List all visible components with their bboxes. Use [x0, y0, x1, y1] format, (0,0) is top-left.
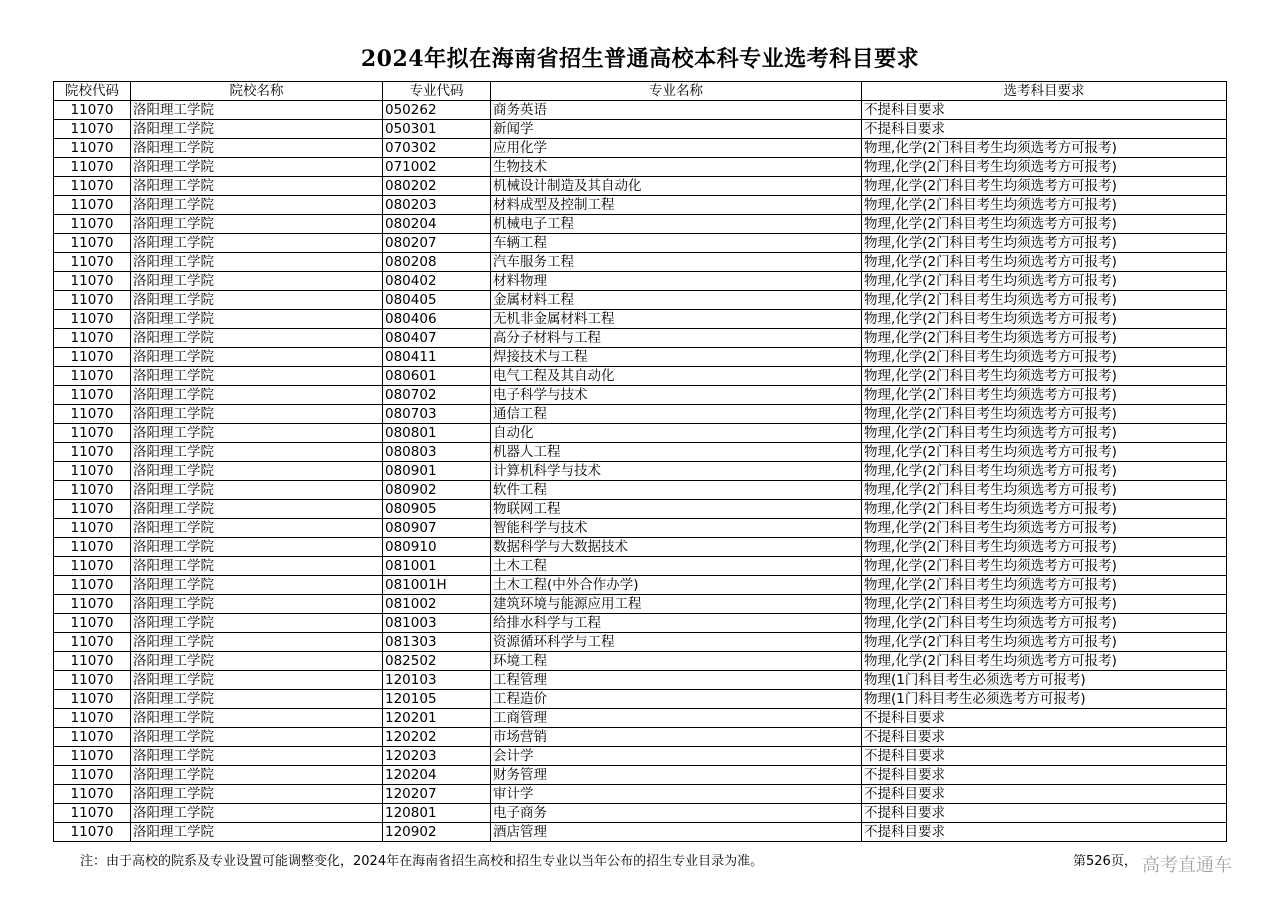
school-code-cell: 11070 — [54, 253, 131, 272]
school-name-cell: 洛阳理工学院 — [131, 158, 383, 177]
subject-requirement-cell: 物理,化学(2门科目考生均须选考方可报考) — [862, 424, 1227, 443]
table-row — [54, 196, 1227, 215]
major-name-cell: 生物技术 — [491, 158, 862, 177]
school-code-cell: 11070 — [54, 329, 131, 348]
major-name-cell: 汽车服务工程 — [491, 253, 862, 272]
school-code-cell: 11070 — [54, 120, 131, 139]
table-row — [54, 652, 1227, 671]
major-name-cell: 高分子材料与工程 — [491, 329, 862, 348]
school-name-cell: 洛阳理工学院 — [131, 614, 383, 633]
school-code-cell: 11070 — [54, 652, 131, 671]
school-name-cell: 洛阳理工学院 — [131, 576, 383, 595]
major-code-cell: 080905 — [383, 500, 491, 519]
major-name-cell: 新闻学 — [491, 120, 862, 139]
table-row — [54, 576, 1227, 595]
subject-requirement-cell: 物理,化学(2门科目考生均须选考方可报考) — [862, 291, 1227, 310]
header-major-name: 专业名称 — [491, 82, 862, 101]
school-name-cell: 洛阳理工学院 — [131, 481, 383, 500]
major-name-cell: 机械电子工程 — [491, 215, 862, 234]
school-name-cell: 洛阳理工学院 — [131, 519, 383, 538]
major-name-cell: 车辆工程 — [491, 234, 862, 253]
school-name-cell: 洛阳理工学院 — [131, 272, 383, 291]
subject-requirement-cell: 物理,化学(2门科目考生均须选考方可报考) — [862, 367, 1227, 386]
school-name-cell: 洛阳理工学院 — [131, 291, 383, 310]
major-code-cell: 080801 — [383, 424, 491, 443]
school-name-cell: 洛阳理工学院 — [131, 538, 383, 557]
school-name-cell: 洛阳理工学院 — [131, 671, 383, 690]
subject-requirement-cell: 物理,化学(2门科目考生均须选考方可报考) — [862, 253, 1227, 272]
school-code-cell: 11070 — [54, 139, 131, 158]
table-row — [54, 310, 1227, 329]
subject-requirement-cell: 物理,化学(2门科目考生均须选考方可报考) — [862, 386, 1227, 405]
major-name-cell: 工程管理 — [491, 671, 862, 690]
table-row — [54, 519, 1227, 538]
subject-requirement-cell: 物理,化学(2门科目考生均须选考方可报考) — [862, 177, 1227, 196]
subject-requirement-cell: 不提科目要求 — [862, 823, 1227, 842]
subject-requirement-cell: 物理,化学(2门科目考生均须选考方可报考) — [862, 652, 1227, 671]
subject-requirement-cell: 物理,化学(2门科目考生均须选考方可报考) — [862, 405, 1227, 424]
table-row — [54, 804, 1227, 823]
table-row — [54, 120, 1227, 139]
school-name-cell: 洛阳理工学院 — [131, 386, 383, 405]
school-name-cell: 洛阳理工学院 — [131, 652, 383, 671]
table-row — [54, 291, 1227, 310]
subject-requirement-cell: 不提科目要求 — [862, 747, 1227, 766]
table-row — [54, 348, 1227, 367]
major-code-cell: 120207 — [383, 785, 491, 804]
table-row — [54, 633, 1227, 652]
major-name-cell: 应用化学 — [491, 139, 862, 158]
school-code-cell: 11070 — [54, 804, 131, 823]
table-row — [54, 690, 1227, 709]
major-name-cell: 通信工程 — [491, 405, 862, 424]
major-code-cell: 120202 — [383, 728, 491, 747]
subject-requirement-cell: 物理,化学(2门科目考生均须选考方可报考) — [862, 557, 1227, 576]
table-row — [54, 766, 1227, 785]
table-row — [54, 823, 1227, 842]
subject-requirement-cell: 物理(1门科目考生必须选考方可报考) — [862, 671, 1227, 690]
table-row — [54, 424, 1227, 443]
major-name-cell: 机器人工程 — [491, 443, 862, 462]
page-number: 第526页， — [1073, 854, 1137, 869]
table-row — [54, 234, 1227, 253]
school-code-cell: 11070 — [54, 481, 131, 500]
table-row — [54, 500, 1227, 519]
table-row — [54, 557, 1227, 576]
school-code-cell: 11070 — [54, 291, 131, 310]
school-code-cell: 11070 — [54, 386, 131, 405]
school-code-cell: 11070 — [54, 234, 131, 253]
table-row — [54, 747, 1227, 766]
major-code-cell: 080702 — [383, 386, 491, 405]
major-code-cell: 080910 — [383, 538, 491, 557]
school-code-cell: 11070 — [54, 766, 131, 785]
footnote: 注：由于高校的院系及专业设置可能调整变化，2024年在海南省招生高校和招生专业以当年公布的招生专业目录为准。 — [80, 854, 764, 869]
school-name-cell: 洛阳理工学院 — [131, 367, 383, 386]
subject-requirement-cell: 物理,化学(2门科目考生均须选考方可报考) — [862, 329, 1227, 348]
school-name-cell: 洛阳理工学院 — [131, 690, 383, 709]
school-code-cell: 11070 — [54, 310, 131, 329]
major-code-cell: 080407 — [383, 329, 491, 348]
major-name-cell: 电气工程及其自动化 — [491, 367, 862, 386]
school-name-cell: 洛阳理工学院 — [131, 253, 383, 272]
major-code-cell: 080204 — [383, 215, 491, 234]
school-name-cell: 洛阳理工学院 — [131, 747, 383, 766]
school-name-cell: 洛阳理工学院 — [131, 766, 383, 785]
subject-requirement-cell: 不提科目要求 — [862, 728, 1227, 747]
major-name-cell: 计算机科学与技术 — [491, 462, 862, 481]
major-code-cell: 080202 — [383, 177, 491, 196]
school-name-cell: 洛阳理工学院 — [131, 785, 383, 804]
subject-requirement-cell: 不提科目要求 — [862, 785, 1227, 804]
table-row — [54, 481, 1227, 500]
table-row — [54, 367, 1227, 386]
major-code-cell: 080406 — [383, 310, 491, 329]
table-row — [54, 785, 1227, 804]
major-name-cell: 工商管理 — [491, 709, 862, 728]
school-name-cell: 洛阳理工学院 — [131, 823, 383, 842]
school-name-cell: 洛阳理工学院 — [131, 234, 383, 253]
subject-requirement-cell: 不提科目要求 — [862, 101, 1227, 120]
school-code-cell: 11070 — [54, 576, 131, 595]
major-code-cell: 080907 — [383, 519, 491, 538]
subject-requirement-cell: 物理,化学(2门科目考生均须选考方可报考) — [862, 348, 1227, 367]
school-code-cell: 11070 — [54, 215, 131, 234]
subject-requirement-cell: 物理,化学(2门科目考生均须选考方可报考) — [862, 538, 1227, 557]
major-code-cell: 080207 — [383, 234, 491, 253]
table-row — [54, 405, 1227, 424]
table-row — [54, 443, 1227, 462]
school-name-cell: 洛阳理工学院 — [131, 443, 383, 462]
subject-requirement-cell: 不提科目要求 — [862, 120, 1227, 139]
school-code-cell: 11070 — [54, 196, 131, 215]
major-name-cell: 自动化 — [491, 424, 862, 443]
major-name-cell: 机械设计制造及其自动化 — [491, 177, 862, 196]
school-name-cell: 洛阳理工学院 — [131, 120, 383, 139]
major-code-cell: 080902 — [383, 481, 491, 500]
subject-requirement-cell: 物理,化学(2门科目考生均须选考方可报考) — [862, 576, 1227, 595]
major-name-cell: 土木工程 — [491, 557, 862, 576]
table-row — [54, 253, 1227, 272]
school-name-cell: 洛阳理工学院 — [131, 348, 383, 367]
major-code-cell: 081303 — [383, 633, 491, 652]
school-code-cell: 11070 — [54, 671, 131, 690]
subject-requirement-cell: 物理,化学(2门科目考生均须选考方可报考) — [862, 519, 1227, 538]
school-code-cell: 11070 — [54, 272, 131, 291]
subject-requirement-cell: 物理(1门科目考生必须选考方可报考) — [862, 690, 1227, 709]
major-code-cell: 081001H — [383, 576, 491, 595]
school-code-cell: 11070 — [54, 348, 131, 367]
major-name-cell: 财务管理 — [491, 766, 862, 785]
major-code-cell: 120204 — [383, 766, 491, 785]
subject-requirement-cell: 不提科目要求 — [862, 804, 1227, 823]
school-code-cell: 11070 — [54, 823, 131, 842]
table-row — [54, 709, 1227, 728]
major-name-cell: 工程造价 — [491, 690, 862, 709]
table-row — [54, 139, 1227, 158]
school-name-cell: 洛阳理工学院 — [131, 196, 383, 215]
major-name-cell: 商务英语 — [491, 101, 862, 120]
major-code-cell: 080411 — [383, 348, 491, 367]
table-row — [54, 215, 1227, 234]
major-name-cell: 智能科学与技术 — [491, 519, 862, 538]
school-name-cell: 洛阳理工学院 — [131, 595, 383, 614]
major-name-cell: 软件工程 — [491, 481, 862, 500]
major-code-cell: 080405 — [383, 291, 491, 310]
school-code-cell: 11070 — [54, 557, 131, 576]
subject-requirement-cell: 物理,化学(2门科目考生均须选考方可报考) — [862, 234, 1227, 253]
major-code-cell: 070302 — [383, 139, 491, 158]
table-row — [54, 158, 1227, 177]
major-code-cell: 080803 — [383, 443, 491, 462]
table-row — [54, 101, 1227, 120]
table-body — [54, 101, 1227, 842]
school-name-cell: 洛阳理工学院 — [131, 139, 383, 158]
major-code-cell: 050262 — [383, 101, 491, 120]
major-name-cell: 电子商务 — [491, 804, 862, 823]
header-major-code: 专业代码 — [383, 82, 491, 101]
major-code-cell: 080601 — [383, 367, 491, 386]
major-name-cell: 数据科学与大数据技术 — [491, 538, 862, 557]
subject-requirement-cell: 不提科目要求 — [862, 766, 1227, 785]
school-name-cell: 洛阳理工学院 — [131, 215, 383, 234]
subject-requirement-cell: 物理,化学(2门科目考生均须选考方可报考) — [862, 633, 1227, 652]
table-header-row — [54, 82, 1227, 101]
subject-requirement-cell: 物理,化学(2门科目考生均须选考方可报考) — [862, 614, 1227, 633]
school-code-cell: 11070 — [54, 633, 131, 652]
school-code-cell: 11070 — [54, 785, 131, 804]
school-name-cell: 洛阳理工学院 — [131, 405, 383, 424]
major-name-cell: 酒店管理 — [491, 823, 862, 842]
major-code-cell: 080203 — [383, 196, 491, 215]
school-name-cell: 洛阳理工学院 — [131, 633, 383, 652]
school-code-cell: 11070 — [54, 443, 131, 462]
major-code-cell: 120203 — [383, 747, 491, 766]
school-name-cell: 洛阳理工学院 — [131, 709, 383, 728]
table-row — [54, 272, 1227, 291]
table-row — [54, 177, 1227, 196]
school-code-cell: 11070 — [54, 709, 131, 728]
major-name-cell: 电子科学与技术 — [491, 386, 862, 405]
subject-requirement-cell: 物理,化学(2门科目考生均须选考方可报考) — [862, 310, 1227, 329]
school-code-cell: 11070 — [54, 101, 131, 120]
major-name-cell: 给排水科学与工程 — [491, 614, 862, 633]
table-row — [54, 538, 1227, 557]
major-name-cell: 焊接技术与工程 — [491, 348, 862, 367]
school-code-cell: 11070 — [54, 462, 131, 481]
header-school-name: 院校名称 — [131, 82, 383, 101]
school-code-cell: 11070 — [54, 367, 131, 386]
major-name-cell: 审计学 — [491, 785, 862, 804]
requirements-table — [53, 81, 1227, 842]
subject-requirement-cell: 物理,化学(2门科目考生均须选考方可报考) — [862, 215, 1227, 234]
major-code-cell: 120103 — [383, 671, 491, 690]
major-name-cell: 材料物理 — [491, 272, 862, 291]
major-code-cell: 050301 — [383, 120, 491, 139]
major-code-cell: 071002 — [383, 158, 491, 177]
school-name-cell: 洛阳理工学院 — [131, 329, 383, 348]
subject-requirement-cell: 物理,化学(2门科目考生均须选考方可报考) — [862, 462, 1227, 481]
school-code-cell: 11070 — [54, 614, 131, 633]
school-code-cell: 11070 — [54, 424, 131, 443]
school-name-cell: 洛阳理工学院 — [131, 728, 383, 747]
school-code-cell: 11070 — [54, 500, 131, 519]
subject-requirement-cell: 物理,化学(2门科目考生均须选考方可报考) — [862, 595, 1227, 614]
subject-requirement-cell: 物理,化学(2门科目考生均须选考方可报考) — [862, 443, 1227, 462]
table-row — [54, 462, 1227, 481]
major-name-cell: 无机非金属材料工程 — [491, 310, 862, 329]
school-code-cell: 11070 — [54, 595, 131, 614]
school-name-cell: 洛阳理工学院 — [131, 500, 383, 519]
major-code-cell: 120105 — [383, 690, 491, 709]
major-code-cell: 081002 — [383, 595, 491, 614]
major-name-cell: 建筑环境与能源应用工程 — [491, 595, 862, 614]
school-code-cell: 11070 — [54, 538, 131, 557]
major-name-cell: 材料成型及控制工程 — [491, 196, 862, 215]
table-row — [54, 386, 1227, 405]
table-row — [54, 329, 1227, 348]
header-subject-requirement: 选考科目要求 — [862, 82, 1227, 101]
table-row — [54, 614, 1227, 633]
table-row — [54, 671, 1227, 690]
major-name-cell: 土木工程(中外合作办学) — [491, 576, 862, 595]
major-code-cell: 080208 — [383, 253, 491, 272]
major-code-cell: 120902 — [383, 823, 491, 842]
watermark: 高考直通车 — [1142, 855, 1232, 876]
school-name-cell: 洛阳理工学院 — [131, 462, 383, 481]
major-code-cell: 120801 — [383, 804, 491, 823]
major-name-cell: 金属材料工程 — [491, 291, 862, 310]
major-code-cell: 080402 — [383, 272, 491, 291]
school-code-cell: 11070 — [54, 519, 131, 538]
school-name-cell: 洛阳理工学院 — [131, 101, 383, 120]
subject-requirement-cell: 物理,化学(2门科目考生均须选考方可报考) — [862, 196, 1227, 215]
table-row — [54, 728, 1227, 747]
subject-requirement-cell: 不提科目要求 — [862, 709, 1227, 728]
subject-requirement-cell: 物理,化学(2门科目考生均须选考方可报考) — [862, 481, 1227, 500]
school-code-cell: 11070 — [54, 177, 131, 196]
major-code-cell: 082502 — [383, 652, 491, 671]
school-code-cell: 11070 — [54, 747, 131, 766]
major-name-cell: 物联网工程 — [491, 500, 862, 519]
subject-requirement-cell: 物理,化学(2门科目考生均须选考方可报考) — [862, 500, 1227, 519]
school-code-cell: 11070 — [54, 405, 131, 424]
school-name-cell: 洛阳理工学院 — [131, 804, 383, 823]
subject-requirement-cell: 物理,化学(2门科目考生均须选考方可报考) — [862, 272, 1227, 291]
school-code-cell: 11070 — [54, 690, 131, 709]
major-code-cell: 080901 — [383, 462, 491, 481]
subject-requirement-cell: 物理,化学(2门科目考生均须选考方可报考) — [862, 158, 1227, 177]
school-name-cell: 洛阳理工学院 — [131, 310, 383, 329]
school-name-cell: 洛阳理工学院 — [131, 557, 383, 576]
major-name-cell: 环境工程 — [491, 652, 862, 671]
major-name-cell: 资源循环科学与工程 — [491, 633, 862, 652]
school-code-cell: 11070 — [54, 158, 131, 177]
major-code-cell: 080703 — [383, 405, 491, 424]
school-name-cell: 洛阳理工学院 — [131, 424, 383, 443]
school-code-cell: 11070 — [54, 728, 131, 747]
major-code-cell: 081001 — [383, 557, 491, 576]
table-row — [54, 595, 1227, 614]
subject-requirement-cell: 物理,化学(2门科目考生均须选考方可报考) — [862, 139, 1227, 158]
header-school-code: 院校代码 — [54, 82, 131, 101]
major-code-cell: 081003 — [383, 614, 491, 633]
major-name-cell: 会计学 — [491, 747, 862, 766]
major-name-cell: 市场营销 — [491, 728, 862, 747]
major-code-cell: 120201 — [383, 709, 491, 728]
page-title: 2024年拟在海南省招生普通高校本科专业选考科目要求 — [360, 46, 920, 72]
school-name-cell: 洛阳理工学院 — [131, 177, 383, 196]
